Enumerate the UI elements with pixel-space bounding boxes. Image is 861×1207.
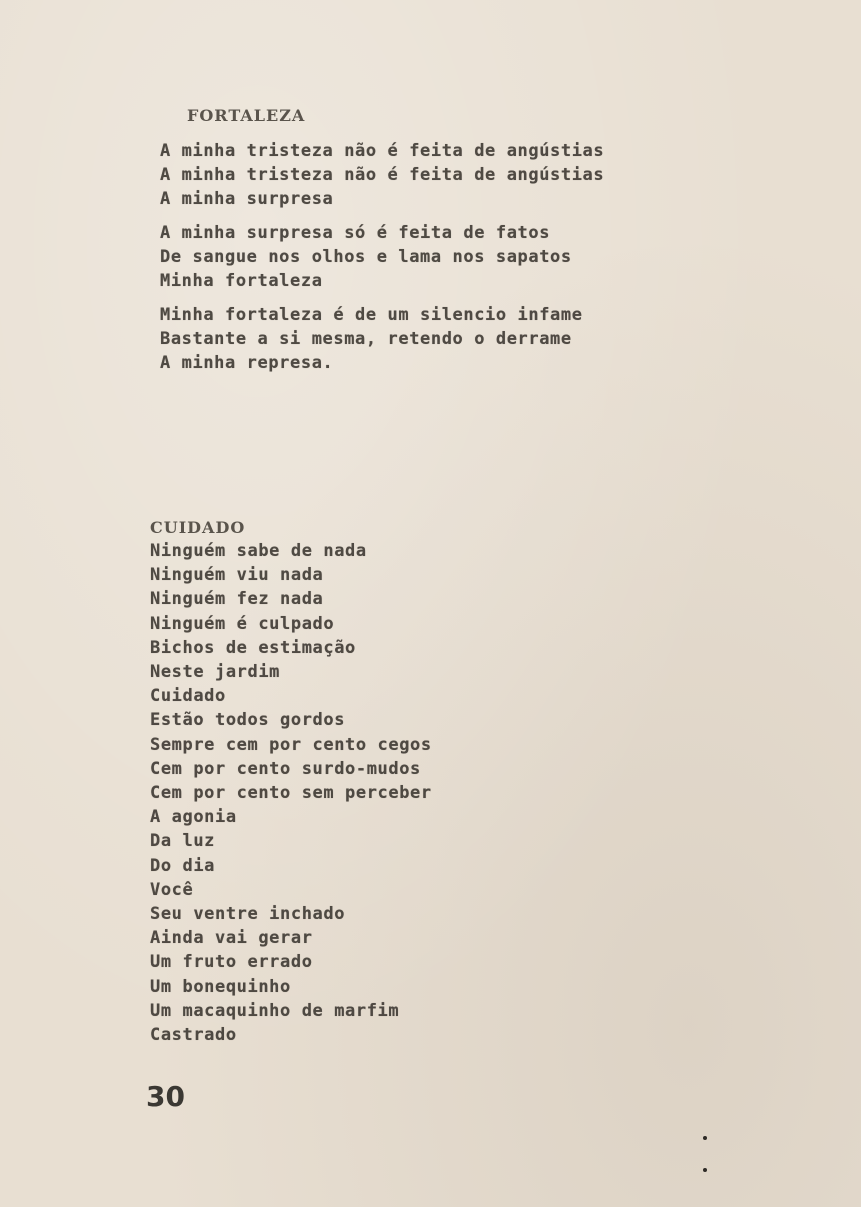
poem-line: Ninguém viu nada <box>150 565 324 586</box>
poem-line: A minha represa. <box>160 353 334 373</box>
poem-line: Bastante a si mesma, retendo o derrame <box>160 329 572 349</box>
poem-line: Ninguém fez nada <box>150 589 324 610</box>
poem-line: A minha surpresa só é feita de fatos <box>160 223 551 243</box>
poem-line: Um fruto errado <box>150 952 313 973</box>
poem-line: A minha surpresa <box>160 189 334 209</box>
poem-line: Ninguém é culpado <box>150 613 335 634</box>
stanza-1 <box>160 139 604 211</box>
poem-line: Neste jardim <box>150 662 281 683</box>
poem-line: Você <box>150 879 194 900</box>
poem-title: CUIDADO <box>150 518 246 537</box>
poem-line: Ninguém sabe de nada <box>150 541 367 561</box>
poem-title: FORTALEZA <box>187 106 306 125</box>
poem-line: Minha fortaleza é de um silencio infame <box>160 305 583 325</box>
poem-line: De sangue nos olhos e lama nos sapatos <box>160 247 572 267</box>
stanza-2 <box>160 221 604 293</box>
stanza-3 <box>160 303 604 375</box>
page-number: 30 <box>146 1080 185 1113</box>
poem-line: Um bonequinho <box>150 976 291 997</box>
poem-line: Um macaquinho de marfim <box>150 1000 400 1021</box>
poem-line: A minha tristeza não é feita de angústias <box>160 165 605 185</box>
poem-line: Estão todos gordos <box>150 710 346 731</box>
poem-line: Bichos de estimação <box>150 637 356 658</box>
poem-line: Castrado <box>150 1025 237 1046</box>
poem-line: Cem por cento surdo-mudos <box>150 758 421 779</box>
poem-line: A agonia <box>150 807 237 828</box>
poem-line: Ainda vai gerar <box>150 928 313 949</box>
poem-line: A minha tristeza não é feita de angústias <box>160 141 605 161</box>
poem-line: Seu ventre inchado <box>150 904 346 925</box>
poem-line: Da luz <box>150 831 216 852</box>
poem-line: Cuidado <box>150 686 226 707</box>
poem-cuidado <box>150 518 432 1047</box>
ink-speck <box>703 1168 707 1172</box>
poem-line: Sempre cem por cento cegos <box>150 734 432 755</box>
poem-line: Do dia <box>150 855 216 876</box>
ink-speck <box>703 1136 707 1140</box>
poem-line: Minha fortaleza <box>160 271 323 291</box>
poem-fortaleza <box>160 106 604 375</box>
poem-line: Cem por cento sem perceber <box>150 783 432 804</box>
